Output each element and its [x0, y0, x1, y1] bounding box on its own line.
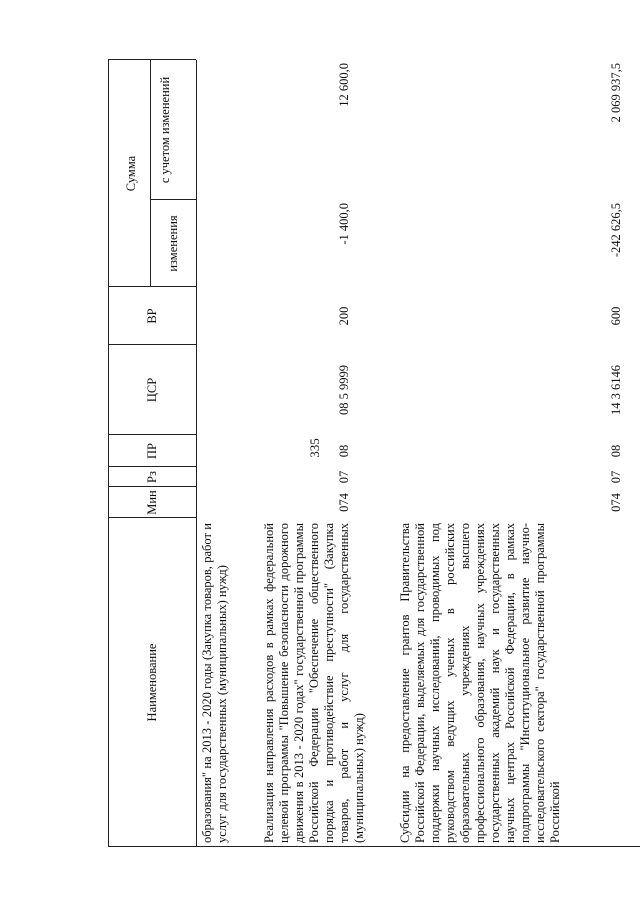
row-3-vr: 600: [609, 306, 623, 326]
row-2-total: 12 600,0: [337, 63, 351, 107]
row-3-pr: 08: [609, 444, 623, 458]
row-3-min: 074: [609, 493, 623, 512]
row-2-name: Реализация направления расходов в рамках федеральной целевой программы "Повышение безопасности дорожного движения в 2013 - 2020 годах" государственной программы Российской Федерации "Обеспечение общественного порядка и противодействие преступности" (Закупка товаров, работ и услуг для государственных (муниципальных) нужд): [262, 523, 366, 843]
row-3-change: -242 626,5: [609, 203, 623, 258]
row-2-min: 074: [337, 493, 351, 512]
row-2-vr: 200: [337, 306, 351, 326]
header-vr: ВР: [145, 308, 159, 324]
header-changes: изменения: [166, 215, 180, 272]
header-min: Мин: [145, 490, 159, 515]
header-with-changes: с учетом изменений: [158, 76, 172, 184]
row-3-csr: 14 3 6146: [609, 365, 623, 415]
row-1-name: образования" на 2013 - 2020 годы (Закупка товаров, работ и услуг для государственных (муниципальных) нужд): [200, 523, 229, 843]
row-2-pr: 08: [337, 444, 351, 458]
table-top-border: [108, 60, 109, 847]
table-right-border: [108, 59, 196, 60]
row-2-change: -1 400,0: [337, 203, 351, 245]
header-csr: ЦСР: [145, 377, 159, 403]
row-2-csr: 08 5 9999: [337, 365, 351, 415]
header-bottom-border: [196, 60, 197, 847]
header-rz: Рз: [145, 471, 159, 483]
sum-divider: [150, 60, 151, 287]
row-3-rz: 07: [609, 470, 623, 484]
page-number: 335: [307, 438, 322, 458]
row-2-rz: 07: [337, 470, 351, 484]
row-3-total: 2 069 937,5: [609, 63, 623, 123]
table-left-border: [108, 846, 640, 847]
header-pr: ПР: [145, 443, 159, 459]
header-name: Наименование: [145, 643, 159, 722]
header-sum: Сумма: [124, 155, 138, 192]
row-3-name: Субсидии на предоставление грантов Правительства Российской Федерации, выделяемых для государственной поддержки научных исследований, проводимых под руководством ведущих ученых в российских образовательных учреждениях высшего профессионального образования, научных учреждениях государственных академий наук и государственных научных центрах Российской Федерации, в рамках подпрограммы "Институциональное развитие научно-исследовательского сектора" государственной программы Российской: [398, 523, 562, 843]
